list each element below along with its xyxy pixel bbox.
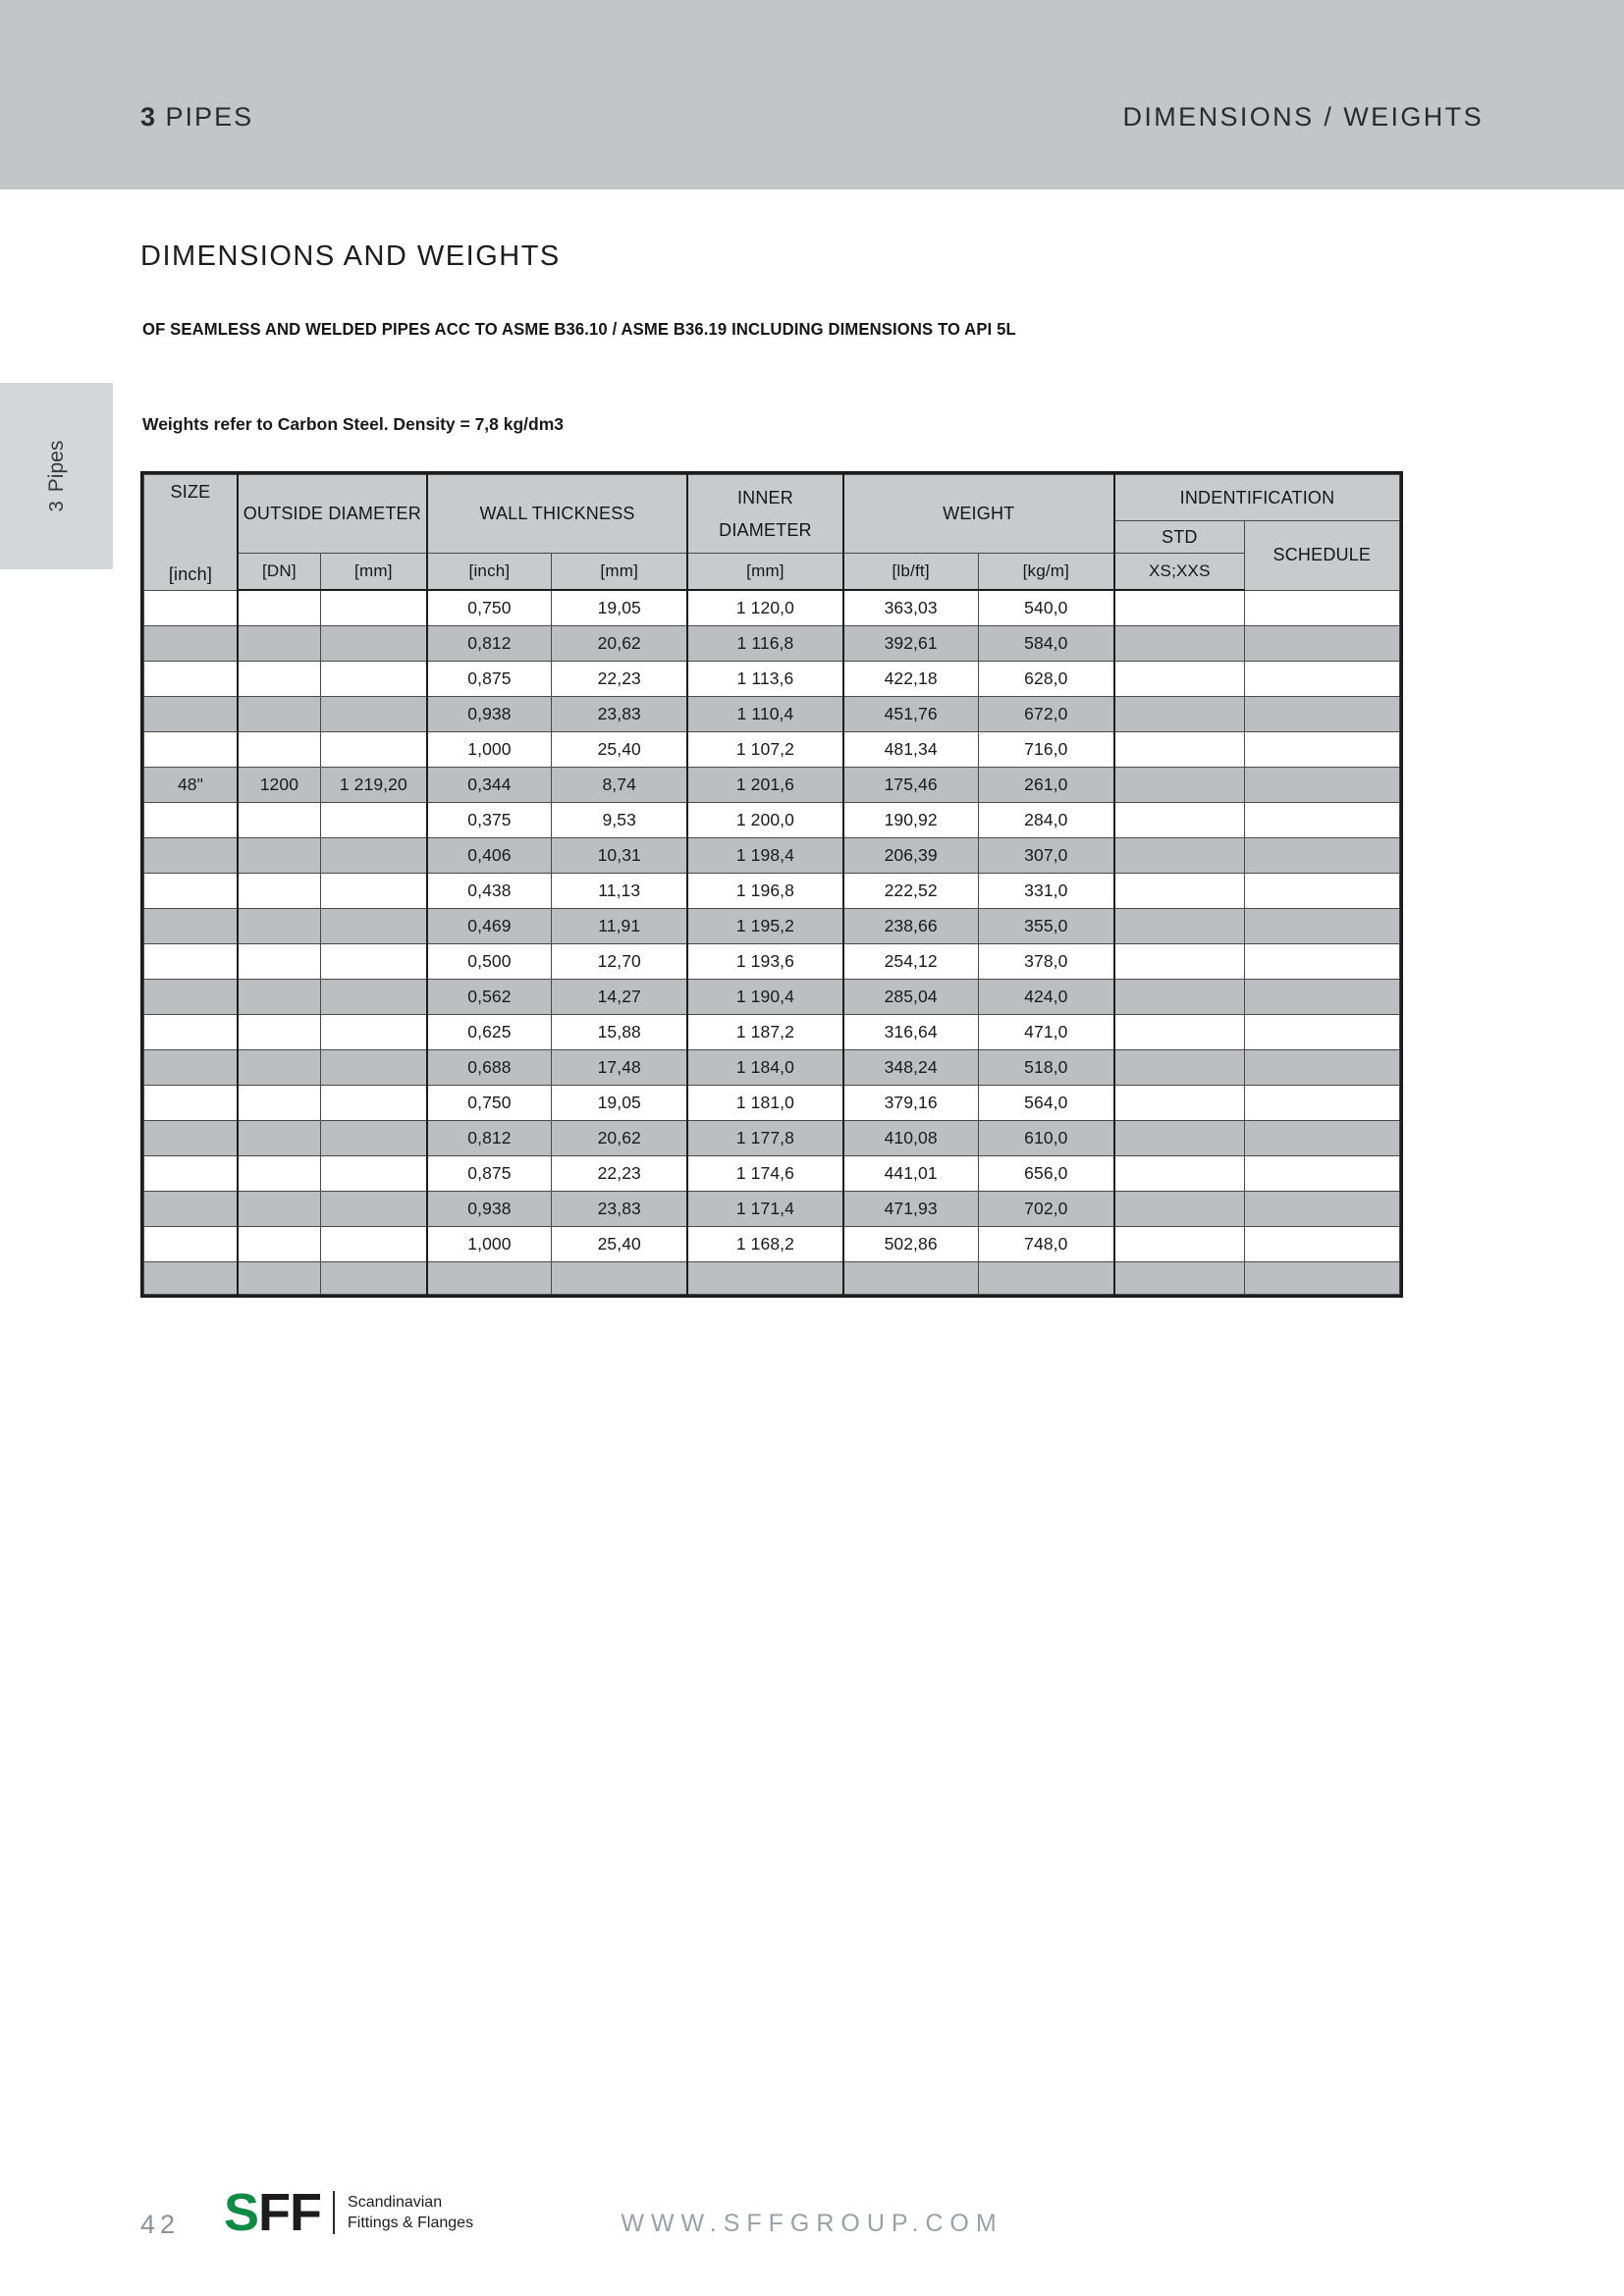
table-row [144, 662, 1400, 697]
cell-weight-kgm: 584,0 [978, 626, 1114, 662]
header-weight: WEIGHT [843, 475, 1114, 554]
cell-weight-kgm: 284,0 [978, 803, 1114, 838]
logo-letters-ff: FF [258, 2183, 322, 2242]
cell-wt-inch: 0,750 [427, 1086, 552, 1121]
table-row [144, 909, 1400, 944]
cell-od-mm: 1 219,20 [320, 768, 426, 803]
cell-od-dn [238, 1086, 321, 1121]
table-row [144, 697, 1400, 732]
cell-size [144, 626, 238, 662]
cell-wt-inch: 0,812 [427, 626, 552, 662]
cell-schedule [1244, 626, 1399, 662]
header-std-line2: XS;XXS [1114, 554, 1244, 591]
cell-od-dn: 1200 [238, 768, 321, 803]
cell-size [144, 838, 238, 874]
table-row [144, 732, 1400, 768]
cell-weight-lbft: 254,12 [843, 944, 979, 980]
cell-wt-inch: 0,438 [427, 874, 552, 909]
cell-od-dn [238, 1227, 321, 1262]
cell-id-mm: 1 116,8 [687, 626, 842, 662]
cell-id-mm: 1 196,8 [687, 874, 842, 909]
cell-od-dn [238, 838, 321, 874]
cell-od-mm [320, 944, 426, 980]
header-outside-diameter: OUTSIDE DIAMETER [238, 475, 427, 554]
cell-id-mm: 1 168,2 [687, 1227, 842, 1262]
cell-wt-inch: 0,562 [427, 980, 552, 1015]
table-row [144, 626, 1400, 662]
page-footer [0, 2149, 1624, 2296]
cell-od-mm [320, 1050, 426, 1086]
cell-weight-kgm: 331,0 [978, 874, 1114, 909]
cell-weight-lbft: 422,18 [843, 662, 979, 697]
cell-od-dn [238, 980, 321, 1015]
cell-wt-mm: 15,88 [552, 1015, 688, 1050]
cell-std-xs-xxs [1114, 1156, 1244, 1192]
dimensions-weights-table [143, 474, 1400, 1295]
header-inner-diameter-line2: DIAMETER [719, 519, 812, 540]
cell-wt-mm: 8,74 [552, 768, 688, 803]
header-std-xs-xxs [1114, 521, 1244, 554]
header-unit-od-dn: [DN] [238, 554, 321, 591]
cell-od-dn [238, 1015, 321, 1050]
cell-weight-lbft: 190,92 [843, 803, 979, 838]
table-row [144, 590, 1400, 626]
cell-od-mm [320, 1192, 426, 1227]
cell-weight-kgm: 702,0 [978, 1192, 1114, 1227]
cell-wt-mm: 9,53 [552, 803, 688, 838]
cell-id-mm: 1 120,0 [687, 590, 842, 626]
cell-std-xs-xxs [1114, 1050, 1244, 1086]
cell-wt-mm: 12,70 [552, 944, 688, 980]
cell-id-mm: 1 195,2 [687, 909, 842, 944]
cell-od-dn [238, 1262, 321, 1295]
cell-schedule [1244, 1015, 1399, 1050]
page-title: DIMENSIONS AND WEIGHTS [140, 240, 561, 272]
cell-schedule [1244, 768, 1399, 803]
page-number: 42 [140, 2210, 181, 2239]
table-header-row-units [144, 554, 1400, 591]
cell-od-mm [320, 626, 426, 662]
cell-schedule [1244, 909, 1399, 944]
cell-wt-inch: 0,500 [427, 944, 552, 980]
side-tab-number: 3 [45, 501, 68, 512]
cell-size [144, 980, 238, 1015]
cell-id-mm: 1 201,6 [687, 768, 842, 803]
cell-std-xs-xxs [1114, 590, 1244, 626]
cell-weight-lbft: 363,03 [843, 590, 979, 626]
cell-od-mm [320, 1086, 426, 1121]
cell-weight-lbft: 316,64 [843, 1015, 979, 1050]
header-schedule: SCHEDULE [1244, 521, 1399, 591]
cell-od-dn [238, 590, 321, 626]
cell-weight-lbft: 348,24 [843, 1050, 979, 1086]
cell-od-dn [238, 1121, 321, 1156]
cell-size [144, 1192, 238, 1227]
cell-weight-kgm: 355,0 [978, 909, 1114, 944]
logo-tagline-line2: Fittings & Flanges [348, 2215, 474, 2231]
cell-od-mm [320, 803, 426, 838]
cell-id-mm: 1 171,4 [687, 1192, 842, 1227]
table-row [144, 1050, 1400, 1086]
cell-wt-inch [427, 1262, 552, 1295]
header-identification: INDENTIFICATION [1114, 475, 1400, 521]
cell-weight-lbft: 441,01 [843, 1156, 979, 1192]
density-note: Weights refer to Carbon Steel. Density = 7,8 kg/dm3 [142, 414, 565, 434]
cell-od-mm [320, 1015, 426, 1050]
cell-size: 48" [144, 768, 238, 803]
cell-id-mm: 1 107,2 [687, 732, 842, 768]
cell-od-mm [320, 732, 426, 768]
cell-weight-lbft: 238,66 [843, 909, 979, 944]
cell-weight-kgm: 716,0 [978, 732, 1114, 768]
cell-std-xs-xxs [1114, 1015, 1244, 1050]
page-subtitle: OF SEAMLESS AND WELDED PIPES ACC TO ASME B36.10 / ASME B36.19 INCLUDING DIMENSIONS TO API 5L [142, 319, 1016, 339]
cell-od-dn [238, 909, 321, 944]
table-row [144, 1227, 1400, 1262]
cell-weight-kgm: 540,0 [978, 590, 1114, 626]
cell-wt-inch: 1,000 [427, 1227, 552, 1262]
table-row [144, 944, 1400, 980]
cell-std-xs-xxs [1114, 874, 1244, 909]
cell-wt-mm: 23,83 [552, 1192, 688, 1227]
table-header-row-group [144, 475, 1400, 521]
cell-id-mm: 1 190,4 [687, 980, 842, 1015]
cell-id-mm: 1 184,0 [687, 1050, 842, 1086]
cell-std-xs-xxs [1114, 732, 1244, 768]
cell-weight-kgm: 628,0 [978, 662, 1114, 697]
cell-std-xs-xxs [1114, 697, 1244, 732]
cell-schedule [1244, 944, 1399, 980]
cell-weight-lbft: 410,08 [843, 1121, 979, 1156]
cell-std-xs-xxs [1114, 909, 1244, 944]
table-row [144, 980, 1400, 1015]
cell-schedule [1244, 1227, 1399, 1262]
cell-weight-kgm: 672,0 [978, 697, 1114, 732]
cell-std-xs-xxs [1114, 768, 1244, 803]
cell-schedule [1244, 697, 1399, 732]
cell-weight-lbft: 471,93 [843, 1192, 979, 1227]
cell-weight-kgm: 656,0 [978, 1156, 1114, 1192]
cell-wt-mm: 22,23 [552, 662, 688, 697]
cell-wt-mm [552, 1262, 688, 1295]
cell-id-mm: 1 198,4 [687, 838, 842, 874]
cell-size [144, 732, 238, 768]
cell-od-dn [238, 626, 321, 662]
cell-id-mm: 1 174,6 [687, 1156, 842, 1192]
cell-std-xs-xxs [1114, 980, 1244, 1015]
header-inner-diameter-line1: INNER [736, 487, 793, 507]
header-wall-thickness: WALL THICKNESS [427, 475, 688, 554]
cell-weight-lbft: 451,76 [843, 697, 979, 732]
cell-wt-inch: 0,938 [427, 697, 552, 732]
cell-weight-lbft: 392,61 [843, 626, 979, 662]
cell-schedule [1244, 1121, 1399, 1156]
cell-wt-mm: 17,48 [552, 1050, 688, 1086]
cell-wt-inch: 0,812 [427, 1121, 552, 1156]
cell-wt-mm: 20,62 [552, 626, 688, 662]
cell-wt-mm: 20,62 [552, 1121, 688, 1156]
cell-wt-inch: 0,625 [427, 1015, 552, 1050]
cell-wt-inch: 1,000 [427, 732, 552, 768]
cell-id-mm: 1 193,6 [687, 944, 842, 980]
header-unit-weight-lbft: [lb/ft] [843, 554, 979, 591]
cell-weight-lbft: 481,34 [843, 732, 979, 768]
cell-size [144, 1156, 238, 1192]
cell-wt-mm: 19,05 [552, 590, 688, 626]
cell-wt-inch: 0,875 [427, 662, 552, 697]
cell-wt-inch: 0,875 [427, 1156, 552, 1192]
cell-weight-lbft: 175,46 [843, 768, 979, 803]
cell-std-xs-xxs [1114, 1227, 1244, 1262]
cell-od-mm [320, 697, 426, 732]
cell-size [144, 944, 238, 980]
cell-std-xs-xxs [1114, 626, 1244, 662]
page-header-band [0, 0, 1624, 189]
cell-schedule [1244, 1262, 1399, 1295]
footer-url: WWW.SFFGROUP.COM [621, 2210, 1003, 2237]
cell-size [144, 1050, 238, 1086]
cell-od-mm [320, 1227, 426, 1262]
cell-wt-mm: 14,27 [552, 980, 688, 1015]
table-row [144, 1156, 1400, 1192]
cell-od-mm [320, 838, 426, 874]
cell-schedule [1244, 732, 1399, 768]
header-size-label: SIZE [170, 481, 211, 502]
cell-weight-kgm [978, 1262, 1114, 1295]
cell-wt-mm: 23,83 [552, 697, 688, 732]
header-chapter [140, 102, 253, 133]
header-size-unit: [inch] [168, 563, 213, 584]
header-inner-diameter [687, 475, 842, 554]
cell-id-mm: 1 200,0 [687, 803, 842, 838]
cell-std-xs-xxs [1114, 838, 1244, 874]
cell-size [144, 697, 238, 732]
table-row [144, 1015, 1400, 1050]
cell-wt-inch: 0,375 [427, 803, 552, 838]
table-row [144, 1262, 1400, 1295]
cell-size [144, 909, 238, 944]
table-header [144, 475, 1400, 591]
header-chapter-number: 3 [140, 102, 157, 132]
cell-weight-lbft: 502,86 [843, 1227, 979, 1262]
cell-weight-lbft: 379,16 [843, 1086, 979, 1121]
cell-size [144, 874, 238, 909]
cell-od-mm [320, 590, 426, 626]
cell-wt-mm: 22,23 [552, 1156, 688, 1192]
cell-weight-lbft: 206,39 [843, 838, 979, 874]
header-size [144, 475, 238, 591]
cell-wt-mm: 25,40 [552, 732, 688, 768]
cell-od-dn [238, 944, 321, 980]
cell-od-mm [320, 874, 426, 909]
cell-od-dn [238, 697, 321, 732]
header-std-line1: STD [1162, 526, 1198, 547]
header-unit-od-mm: [mm] [320, 554, 426, 591]
cell-size [144, 803, 238, 838]
cell-schedule [1244, 662, 1399, 697]
cell-id-mm: 1 187,2 [687, 1015, 842, 1050]
cell-std-xs-xxs [1114, 1086, 1244, 1121]
side-tab-inner [45, 441, 69, 512]
cell-wt-inch: 0,406 [427, 838, 552, 874]
cell-weight-kgm: 307,0 [978, 838, 1114, 874]
header-unit-id-mm: [mm] [687, 554, 842, 591]
logo-tagline [348, 2192, 473, 2233]
cell-weight-kgm: 518,0 [978, 1050, 1114, 1086]
cell-od-mm [320, 1121, 426, 1156]
cell-std-xs-xxs [1114, 944, 1244, 980]
cell-od-dn [238, 662, 321, 697]
cell-schedule [1244, 874, 1399, 909]
table-body [144, 590, 1400, 1295]
cell-weight-kgm: 424,0 [978, 980, 1114, 1015]
cell-od-dn [238, 1156, 321, 1192]
cell-wt-mm: 11,91 [552, 909, 688, 944]
header-section-title: DIMENSIONS / WEIGHTS [1122, 102, 1484, 132]
cell-size [144, 1015, 238, 1050]
cell-size [144, 590, 238, 626]
cell-size [144, 1262, 238, 1295]
cell-weight-lbft [843, 1262, 979, 1295]
cell-od-mm [320, 1156, 426, 1192]
cell-wt-inch: 0,750 [427, 590, 552, 626]
cell-wt-mm: 19,05 [552, 1086, 688, 1121]
side-tab-pipes [0, 383, 113, 569]
cell-schedule [1244, 1192, 1399, 1227]
cell-od-mm [320, 909, 426, 944]
table-row [144, 1192, 1400, 1227]
cell-od-dn [238, 1050, 321, 1086]
table-row [144, 874, 1400, 909]
cell-od-mm [320, 980, 426, 1015]
cell-id-mm: 1 181,0 [687, 1086, 842, 1121]
cell-id-mm: 1 110,4 [687, 697, 842, 732]
side-tab-label: Pipes [44, 440, 68, 493]
cell-size [144, 1086, 238, 1121]
header-unit-wt-mm: [mm] [552, 554, 688, 591]
cell-size [144, 1121, 238, 1156]
cell-schedule [1244, 1086, 1399, 1121]
cell-wt-mm: 11,13 [552, 874, 688, 909]
cell-weight-lbft: 285,04 [843, 980, 979, 1015]
cell-schedule [1244, 838, 1399, 874]
cell-weight-kgm: 471,0 [978, 1015, 1114, 1050]
cell-size [144, 1227, 238, 1262]
cell-od-mm [320, 662, 426, 697]
cell-weight-kgm: 610,0 [978, 1121, 1114, 1156]
cell-id-mm: 1 113,6 [687, 662, 842, 697]
cell-weight-kgm: 748,0 [978, 1227, 1114, 1262]
header-unit-weight-kgm: [kg/m] [978, 554, 1114, 591]
table-row [144, 1121, 1400, 1156]
cell-od-dn [238, 1192, 321, 1227]
table-row [144, 838, 1400, 874]
cell-schedule [1244, 1156, 1399, 1192]
cell-id-mm [687, 1262, 842, 1295]
logo-divider [333, 2191, 335, 2234]
dimensions-weights-table-container [140, 471, 1403, 1298]
cell-schedule [1244, 590, 1399, 626]
cell-std-xs-xxs [1114, 1121, 1244, 1156]
header-unit-wt-inch: [inch] [427, 554, 552, 591]
cell-weight-lbft: 222,52 [843, 874, 979, 909]
cell-wt-inch: 0,938 [427, 1192, 552, 1227]
cell-wt-inch: 0,469 [427, 909, 552, 944]
cell-schedule [1244, 980, 1399, 1015]
cell-od-dn [238, 732, 321, 768]
cell-od-dn [238, 874, 321, 909]
cell-std-xs-xxs [1114, 803, 1244, 838]
table-row [144, 768, 1400, 803]
cell-od-dn [238, 803, 321, 838]
sff-logo [224, 2183, 474, 2242]
cell-od-mm [320, 1262, 426, 1295]
table-row [144, 803, 1400, 838]
cell-weight-kgm: 378,0 [978, 944, 1114, 980]
logo-tagline-line1: Scandinavian [348, 2193, 443, 2211]
cell-wt-mm: 25,40 [552, 1227, 688, 1262]
table-row [144, 1086, 1400, 1121]
cell-wt-inch: 0,688 [427, 1050, 552, 1086]
cell-wt-inch: 0,344 [427, 768, 552, 803]
cell-id-mm: 1 177,8 [687, 1121, 842, 1156]
cell-weight-kgm: 261,0 [978, 768, 1114, 803]
logo-letter-s: S [224, 2183, 259, 2242]
header-chapter-label: PIPES [165, 102, 254, 132]
cell-schedule [1244, 803, 1399, 838]
cell-size [144, 662, 238, 697]
logo-wordmark [224, 2183, 322, 2242]
cell-schedule [1244, 1050, 1399, 1086]
cell-weight-kgm: 564,0 [978, 1086, 1114, 1121]
cell-std-xs-xxs [1114, 1192, 1244, 1227]
cell-std-xs-xxs [1114, 662, 1244, 697]
cell-std-xs-xxs [1114, 1262, 1244, 1295]
cell-wt-mm: 10,31 [552, 838, 688, 874]
